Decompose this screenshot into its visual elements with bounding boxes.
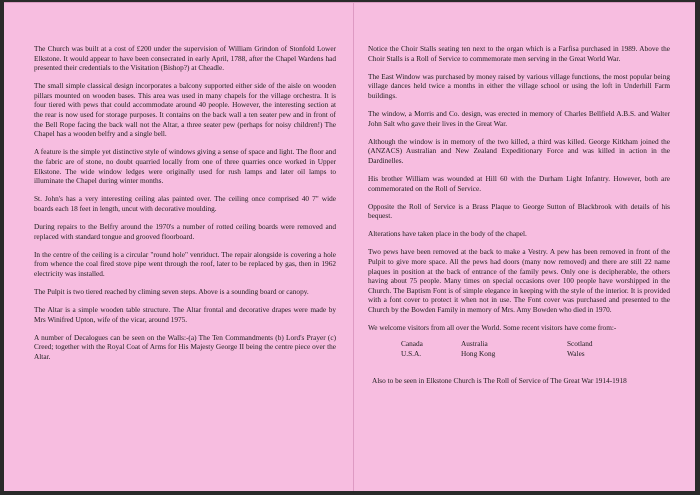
country: Hong Kong	[461, 349, 496, 359]
paragraph: Notice the Choir Stalls seating ten next to the organ which is a Farfisa purchased in 1989. Above the Choir Stalls is a Roll of Service to commemorate men serving in the Great World War.	[368, 44, 670, 63]
paragraph: The small simple classical design incorporates a balcony supported either side of the aisle on wooden pillars mounted on wooden bases. This area was used in many chapels for the village orchestra. It is four tiered with pews that could accommodate around 40 people. However, the interesting section at the rear is now used for storage purposes. It contains on the back wall a ten seater pew and in front of the Bell Rope facing the back wall not the Altar, a three seater pew (perhaps for noisy children!) The Chapel has a wooden belfry and a single bell.	[34, 81, 336, 139]
paragraph: His brother William was wounded at Hill 60 with the Durham Light Infantry. However, both are commemorated on the Roll of Service.	[368, 173, 670, 193]
country: Wales	[567, 349, 585, 359]
paragraph: During repairs to the Belfry around the 1970's a number of rotted ceiling boards were removed and replaced with standard tongue and grooved floorboard.	[34, 221, 336, 241]
leaflet-sheet	[4, 2, 695, 491]
country: Scotland	[567, 338, 593, 348]
paragraph: Opposite the Roll of Service is a Brass Plaque to George Sutton of Blackbrook with details of his bequest.	[368, 201, 670, 221]
visitor-countries	[401, 339, 670, 359]
right-column	[368, 44, 670, 385]
country: U.S.A.	[401, 349, 422, 359]
paragraph: In the centre of the ceiling is a circular "round hole" venriduct. The repair alongside is covering a hole from whence the coal fired stove pipe went through the roof, later to be replaced by gas, then in 1962 electricity was installed.	[34, 249, 336, 278]
country: Canada	[401, 338, 423, 348]
left-column	[34, 44, 336, 370]
page-fold	[353, 3, 354, 491]
paragraph: Although the window is in memory of the two killed, a third was killed. George Kitkham joined the (ANZACS) Australian and New Zealand Expeditionary Force and was killed in action in the Dardinelles.	[368, 136, 670, 165]
paragraph: Two pews have been removed at the back to make a Vestry. A pew has been removed in front of the Pulpit to give more space. All the pews had doors (many now removed) and there are still 22 name plaques in position at the back of entrance of the family pews. Only one is decipherable, the others having about 75 people. Many times on special occasions over 100 people have worshipped in the Church. The Baptism Font is of simple elegance in keeping with the style of the interior. It is provided with a font cover to protect it when not in use. The Font cover was purchased and presented to the Church by the Bowden Family in memory of Mrs. Amy Bowden who died in 1970.	[368, 247, 670, 314]
paragraph: The Pulpit is two tiered reached by climing seven steps. Above is a sounding board or canopy.	[34, 286, 309, 296]
paragraph: St. John's has a very interesting ceiling alas painted over. The ceiling once comprised 40 7" wide boards each 18 feet in length, uncut with decorative moulding.	[34, 194, 336, 213]
paragraph: The Church was built at a cost of £200 under the supervision of William Grindon of Stonfold Lower Elkstone. It would appear to have been consecrated in early April, 1788, after the Chapel Wardens had presented their credentials to the Visitation (Bishop?) at Cheadle.	[34, 44, 336, 73]
paragraph: A feature is the simple yet distinctive style of windows giving a sense of space and light. The floor and the fabric are of stone, no doubt quarried locally from one of three quarries once worked in Upper Elkstone. The wide window ledges were originally used for rush lamps and later oil lamps to illuminate the Chapel during winter months.	[34, 147, 336, 186]
paragraph: The window, a Morris and Co. design, was erected in memory of Charles Bellfield A.B.S. and Walter John Salt who gave their lives in the Great War.	[368, 108, 670, 128]
paragraph: Alterations have taken place in the body of the chapel.	[368, 229, 527, 239]
paragraph: The East Window was purchased by money raised by various village functions, the most popular being village dances held twice a months in either the village school or using the loft in Underhill Farm buildings.	[368, 71, 670, 100]
paragraph: We welcome visitors from all over the World. Some recent visitors have come from:-	[368, 323, 617, 333]
also-seen-note: Also to be seen in Elkstone Church is The Roll of Service of The Great War 1914-1918	[372, 375, 627, 385]
paragraph: A number of Decalogues can be seen on the Walls:-(a) The Ten Commandments (b) Lord's Prayer (c) Creed; together with the Royal Coat of Arms for His Majesty George II being the centre piece over the Altar.	[34, 332, 336, 361]
country: Australia	[461, 338, 488, 348]
paragraph: The Altar is a simple wooden table structure. The Altar frontal and decorative drapes were made by Mrs Winifred Upton, wife of the vicar, around 1975.	[34, 304, 336, 324]
